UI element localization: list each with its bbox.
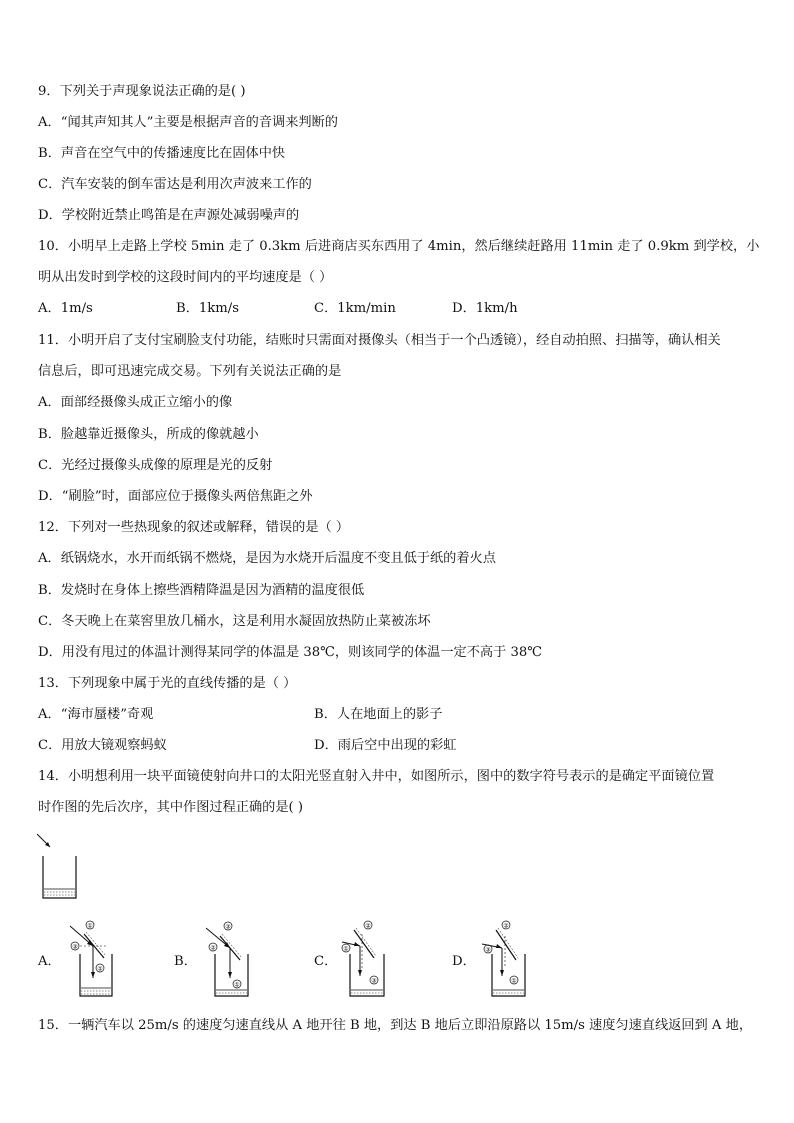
q10-option-b: B．1km/s (176, 301, 239, 316)
q14-option-a-diagram (66, 918, 126, 1000)
q12-option-b: B．发烧时在身体上擦些酒精降温是因为酒精的温度很低 (38, 583, 365, 598)
svg-text:②: ② (210, 944, 216, 952)
q11-option-a: A．面部经摄像头成正立缩小的像 (38, 395, 233, 410)
q14-option-d-label: D． (452, 954, 476, 969)
q12-option-c: C．冬天晚上在菜窖里放几桶水，这是利用水凝固放热防止菜被冻坏 (38, 614, 431, 629)
q14-stem-line2: 时作图的先后次序，其中作图过程正确的是( ) (38, 800, 304, 815)
q13-option-a: A．“海市蜃楼”奇观 (38, 707, 154, 722)
q14-option-c-label: C． (314, 954, 338, 969)
svg-text:③: ③ (371, 977, 377, 985)
well-figure (34, 832, 84, 900)
q9-option-b: B．声音在空气中的传播速度比在固体中快 (38, 146, 286, 161)
q14-option-d-diagram (478, 918, 538, 1000)
q14-option-a-label: A． (38, 954, 61, 969)
q12-stem: 12．下列对一些热现象的叙述或解释，错误的是（ ） (38, 520, 350, 535)
well-outline (43, 856, 76, 898)
q15-stem-line1: 15．一辆汽车以 25m/s 的速度匀速直线从 A 地开往 B 地，到达 B 地后立即沿原路以 15m/s 速度匀速直线返回到 A 地， (38, 1018, 753, 1033)
q9-stem: 9．下列关于声现象说法正确的是( ) (38, 84, 246, 99)
svg-text:②: ② (365, 922, 371, 930)
q11-stem-line2: 信息后，即可迅速完成交易。下列有关说法正确的是 (38, 364, 342, 379)
q9-option-d: D．学校附近禁止鸣笛是在声源处减弱噪声的 (38, 208, 300, 223)
svg-text:③: ③ (72, 943, 78, 951)
q10-option-d: D．1km/h (452, 301, 518, 316)
q11-option-b: B．脸越靠近摄像头，所成的像就越小 (38, 427, 259, 442)
q12-option-d: D．用没有甩过的体温计测得某同学的体温是 38℃，则该同学的体温一定不高于 38℃ (38, 645, 543, 660)
q13-option-c: C．用放大镜观察蚂蚁 (38, 738, 167, 753)
q14-option-b-diagram (200, 918, 260, 1000)
svg-text:③: ③ (485, 946, 491, 954)
q14-option-c-diagram (338, 918, 398, 1000)
q10-stem-line2: 明从出发时到学校的这段时间内的平均速度是（ ） (38, 270, 333, 285)
q13-option-b: B．人在地面上的影子 (314, 707, 443, 722)
q10-stem-line1: 10．小明早上走路上学校 5min 走了 0.3km 后进商店买东西用了 4min，然后继续赶路用 11min 走了 0.9km 到学校，小 (38, 239, 760, 254)
svg-text:①: ① (343, 945, 349, 953)
svg-text:①: ① (87, 922, 93, 930)
svg-text:①: ① (511, 977, 517, 985)
q14-option-b-label: B． (174, 954, 197, 969)
svg-text:②: ② (97, 965, 103, 973)
q11-option-d: D．“刷脸”时，面部应位于摄像头两倍焦距之外 (38, 489, 313, 504)
q14-stem-line1: 14．小明想利用一块平面镜使射向井口的太阳光竖直射入井中，如图所示，图中的数字符号表示的是确定平面镜位置 (38, 769, 715, 784)
q11-stem-line1: 11．小明开启了支付宝刷脸支付功能，结账时只需面对摄像头（相当于一个凸透镜），经自动拍照、扫描等，确认相关 (38, 333, 721, 348)
svg-text:③: ③ (225, 923, 231, 931)
svg-text:②: ② (503, 922, 509, 930)
q9-option-a: A．“闻其声知其人”主要是根据声音的音调来判断的 (38, 115, 338, 130)
q13-option-d: D．雨后空中出现的彩虹 (314, 738, 457, 753)
q12-option-a: A．纸锅烧水，水开而纸锅不燃烧，是因为水烧开后温度不变且低于纸的着火点 (38, 551, 496, 566)
q11-option-c: C．光经过摄像头成像的原理是光的反射 (38, 458, 273, 473)
q9-option-c: C．汽车安装的倒车雷达是利用次声波来工作的 (38, 177, 312, 192)
q10-option-a: A．1m/s (38, 301, 93, 316)
q13-stem: 13．下列现象中属于光的直线传播的是（ ） (38, 676, 297, 691)
q10-option-c: C．1km/min (314, 301, 396, 316)
svg-text:①: ① (234, 981, 240, 989)
